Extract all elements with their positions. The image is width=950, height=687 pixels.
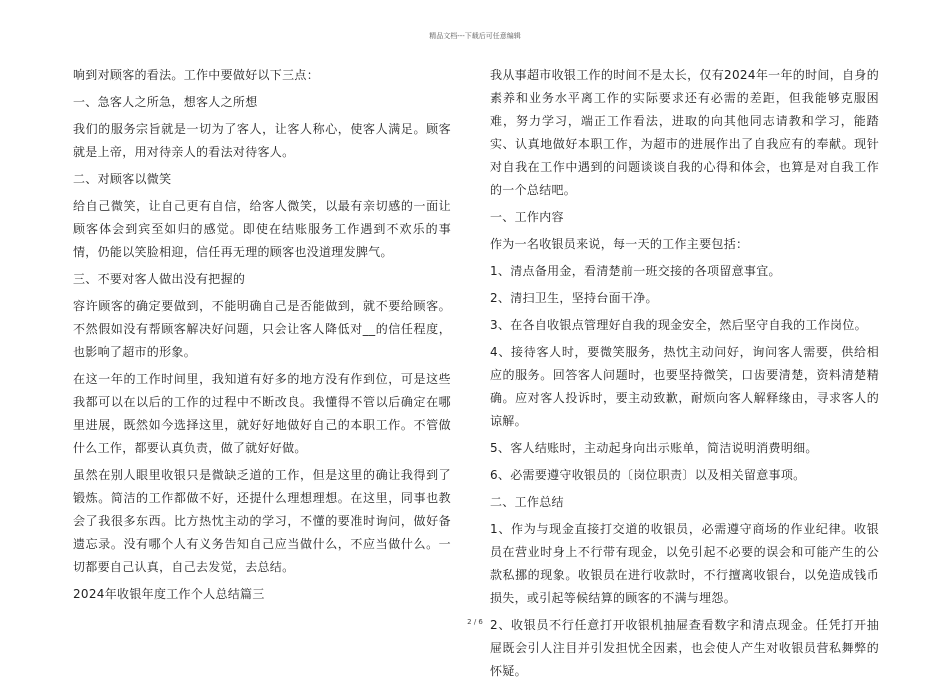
list-item: 4、接待客人时，要微笑服务，热忱主动问好，询问客人需要，供给相应的服务。回答客人问题时，也要坚持微笑，口齿要清楚，资料清楚精确。应对客人投诉时，要主动致歉，耐烦向客人解释缘由，寻求客人的谅解。 — [490, 345, 879, 428]
section-heading: 二、工作总结 — [490, 495, 564, 509]
list-item: 6、必需要遵守收银员的〔岗位职责〕以及相关留意事项。 — [490, 468, 806, 482]
section-heading: 一、急客人之所急，想客人之所想 — [73, 95, 258, 109]
list-item: 1、清点备用金，看清楚前一班交接的各项留意事宜。 — [490, 264, 781, 278]
paragraph: 给自己微笑，让自己更有自信，给客人微笑，以最有亲切感的一面让顾客体会到宾至如归的感觉。即使在结账服务工作遇到不欢乐的事情，仍能以笑脸相迎，信任再无理的顾客也没道理发脾气。 — [73, 199, 451, 259]
list-item: 5、客人结账时，主动起身向出示账单，简洁说明消费明细。 — [490, 441, 818, 455]
list-item: 3、在各自收银点管理好自我的现金安全，然后坚守自我的工作岗位。 — [490, 318, 867, 332]
paragraph: 我们的服务宗旨就是一切为了客人，让客人称心，使客人满足。顾客就是上帝，用对待亲人的看法对待客人。 — [73, 122, 451, 159]
page-number: 2 / 6 — [467, 618, 483, 626]
left-column — [73, 64, 451, 610]
paragraph: 在这一年的工作时间里，我知道有好多的地方没有作到位，可是这些我都可以在以后的工作的过程中不断改良。我懂得不管以后确定在哪里进展，既然如今选择这里，就好好地做好自己的本职工作。不管做什么工作，都要认真负责，做了就好好做。 — [73, 372, 451, 455]
paragraph: 作为一名收银员来说，每一天的工作主要包括： — [490, 237, 749, 251]
list-item: 1、作为与现金直接打交道的收银员，必需遵守商场的作业纪律。收银员在营业时身上不行带有现金，以免引起不必要的误会和可能产生的公款私挪的现象。收银员在进行收款时，不行擅离收银台，以免造成钱币损失，或引起等候结算的顾客的不满与埋怨。 — [490, 522, 879, 605]
paragraph: 我从事超市收银工作的时间不是太长，仅有2024年一年的时间，自身的素养和业务水平离工作的实际要求还有必需的差距，但我能够克服困难，努力学习，端正工作看法，进取的向其他同志请教和学习，能踏实、认真地做好本职工作，为超市的进展作出了自我应有的奉献。现针对自我在工作中遇到的问题谈谈自我的心得和体会，也算是对自我工作的一个总结吧。 — [490, 68, 879, 197]
section-heading: 三、不要对客人做出没有把握的 — [73, 272, 246, 286]
right-column — [490, 64, 879, 687]
paragraph: 虽然在别人眼里收银只是微缺乏道的工作，但是这里的确让我得到了锻炼。简洁的工作都做不好，还提什么理想理想。在这里，同事也教会了我很多东西。比方热忱主动的学习，不懂的要准时询问，做好备遗忘录。没有哪个人有义务告知自己应当做什么，不应当做什么。一切都要自己认真，自己去发觉，去总结。 — [73, 468, 451, 574]
page-header: 精品文档---下载后可任意编辑 — [429, 32, 521, 40]
list-item: 2、清扫卫生，坚持台面干净。 — [490, 291, 658, 305]
paragraph: 响到对顾客的看法。工作中要做好以下三点： — [73, 68, 320, 82]
paragraph: 容许顾客的确定要做到，不能明确自己是否能做到，就不要给顾客。不然假如没有帮顾客解决好问题，只会让客人降低对__的信任程度，也影响了超市的形象。 — [73, 299, 451, 359]
article-title: 2024年收银年度工作个人总结篇三 — [73, 587, 265, 601]
list-item: 2、收银员不行任意打开收银机抽屉查看数字和清点现金。任凭打开抽屉既会引人注目并引发担忧全因素，也会使人产生对收银员营私舞弊的怀疑。 — [490, 618, 879, 678]
section-heading: 二、对顾客以微笑 — [73, 172, 172, 186]
section-heading: 一、工作内容 — [490, 210, 564, 224]
